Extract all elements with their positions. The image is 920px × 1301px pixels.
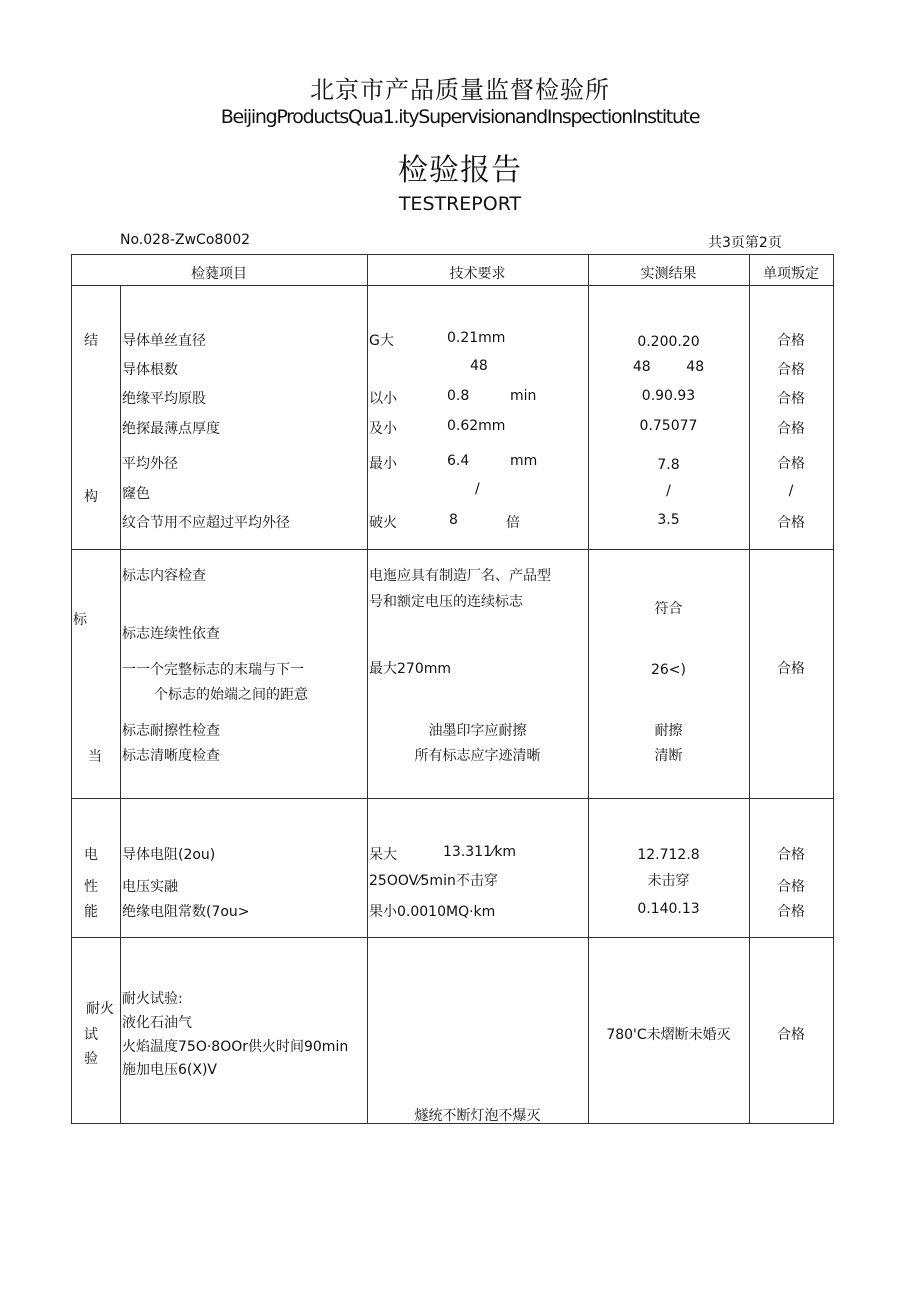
section-label-marking-2: 当 <box>88 749 102 765</box>
report-title-en: TESTREPORT <box>398 193 522 215</box>
marking-item-legibility: 标志清晰度检查 <box>122 748 220 764</box>
section-label-fire-3: 验 <box>84 1051 98 1067</box>
result-cell: 0.140.13 <box>637 901 700 917</box>
marking-item-continuity: 标志连续性依查 <box>122 626 220 642</box>
fire-item-line-3: 火焰温度75O·8OOr供火时间90min <box>122 1039 349 1055</box>
marking-item-distance-line-1: 一一个完整标志的末瑞与下一 <box>122 662 304 678</box>
requirement-unit: mm <box>510 453 538 469</box>
column-header-result: 实测结果 <box>640 266 697 282</box>
marking-result-legibility: 清断 <box>654 748 683 764</box>
requirement-value: 6.4 <box>447 453 470 469</box>
requirement-value: 8 <box>449 512 458 528</box>
requirement-prefix: 果小0.0010MQ·km <box>369 904 496 920</box>
marking-result-content: 符合 <box>654 601 683 617</box>
item-cell: 绝缘平均原股 <box>122 391 206 407</box>
marking-item-content: 标志内容检查 <box>122 568 206 584</box>
requirement-unit: 倍 <box>506 515 520 531</box>
marking-requirement-legibility: 所有标志应字迹清晰 <box>414 748 541 764</box>
section-label-structure-1: 结 <box>84 333 98 349</box>
requirement-value: 0.21mm <box>447 330 506 346</box>
fire-item-line-4: 施加电压6(X)V <box>122 1062 217 1078</box>
marking-item-distance-line-2: 个标志的始端之间的距意 <box>154 687 308 703</box>
verdict-cell: 合格 <box>777 904 805 920</box>
result-cell: 未击穿 <box>647 873 690 889</box>
section-label-structure-2: 构 <box>84 489 98 505</box>
verdict-cell: / <box>788 483 794 499</box>
institute-name-en: BeijingProductsQua1.itySupervisionandInspectionInstitute <box>220 106 700 128</box>
requirement-unit: min <box>510 388 537 404</box>
report-number: No.028-ZwCo8002 <box>120 232 251 248</box>
column-header-verdict: 单项叛定 <box>763 266 819 282</box>
requirement-prefix: 破火 <box>369 515 397 531</box>
section-label-fire-1: 耐火 <box>86 1001 114 1017</box>
verdict-cell: 合格 <box>777 879 805 895</box>
verdict-cell: 合格 <box>777 421 805 437</box>
column-header-requirement: 技术要求 <box>449 266 506 282</box>
requirement-value: / <box>475 481 480 497</box>
requirement-prefix: 25OOV⁄5min不击穿 <box>369 873 498 889</box>
section-label-electrical-1: 电 <box>84 847 98 863</box>
fire-item-line-1: 耐火试验: <box>122 991 183 1007</box>
requirement-value: 13.311⁄km <box>443 844 517 860</box>
marking-requirement-line-2: 号和额定电压的连续标志 <box>369 594 523 610</box>
verdict-cell: 合格 <box>777 333 805 349</box>
result-cell: 0.75077 <box>639 418 698 434</box>
column-header-item: 检蕤项目 <box>191 266 247 282</box>
requirement-value: 0.62mm <box>447 418 506 434</box>
page-info: 共3页第2页 <box>708 235 782 251</box>
verdict-cell: 合格 <box>777 391 805 407</box>
requirement-prefix: 呆大 <box>369 847 397 863</box>
marking-requirement-distance: 最大270mm <box>369 661 451 677</box>
result-cell: / <box>666 483 671 499</box>
verdict-cell: 合格 <box>777 456 805 472</box>
item-cell: 绝探最薄点厚度 <box>122 421 220 437</box>
requirement-prefix: 及小 <box>369 421 397 437</box>
section-label-electrical-2: 性 <box>84 879 98 895</box>
section-label-electrical-3: 能 <box>84 904 98 920</box>
institute-name-cn: 北京市产品质量监督检验所 <box>310 76 610 104</box>
marking-result-distance: 26<) <box>650 662 686 678</box>
item-cell: 导体单丝直径 <box>122 333 206 349</box>
item-cell: 导体根数 <box>122 362 178 378</box>
marking-result-durability: 耐擦 <box>654 723 683 739</box>
requirement-prefix: G大 <box>369 333 394 349</box>
result-cell: 7.8 <box>657 457 680 473</box>
result-cell: 3.5 <box>657 512 680 528</box>
item-cell: 纹合节用不应超过平均外径 <box>122 515 290 531</box>
fire-verdict: 合格 <box>777 1027 805 1043</box>
requirement-value: 48 <box>470 358 488 374</box>
item-cell: 平均外径 <box>122 456 178 472</box>
marking-requirement-durability: 油墨印字应耐擦 <box>428 723 527 739</box>
fire-requirement: 燧统不断灯泡不爆灭 <box>414 1108 541 1124</box>
report-title-cn: 检验报告 <box>398 153 522 188</box>
result-cell: 12.712.8 <box>637 847 700 863</box>
requirement-value: 0.8 <box>447 388 470 404</box>
item-cell: 电压实融 <box>122 879 178 895</box>
result-cell: 0.90.93 <box>641 388 696 404</box>
item-cell: 窿色 <box>122 486 150 502</box>
marking-item-durability: 标志耐擦性检查 <box>122 723 220 739</box>
result-cell: 48 48 <box>632 359 705 375</box>
verdict-cell: 合格 <box>777 515 805 531</box>
requirement-prefix: 最小 <box>369 456 397 472</box>
item-cell: 绝缘电阻常数(7ou> <box>122 904 250 920</box>
verdict-cell: 合格 <box>777 362 805 378</box>
item-cell: 导体电阻(2ou) <box>122 847 216 863</box>
verdict-cell: 合格 <box>777 847 805 863</box>
fire-result: 780'C未熠断未婚灭 <box>606 1027 731 1043</box>
result-cell: 0.200.20 <box>637 334 700 350</box>
requirement-prefix: 以小 <box>369 391 397 407</box>
marking-requirement-line-1: 电迤应具有制造厂名、产品型 <box>369 568 551 584</box>
section-label-fire-2: 试 <box>84 1027 98 1043</box>
fire-item-line-2: 液化石油气 <box>122 1015 192 1031</box>
section-label-marking-1: 标 <box>73 612 87 628</box>
marking-verdict: 合格 <box>777 661 805 677</box>
